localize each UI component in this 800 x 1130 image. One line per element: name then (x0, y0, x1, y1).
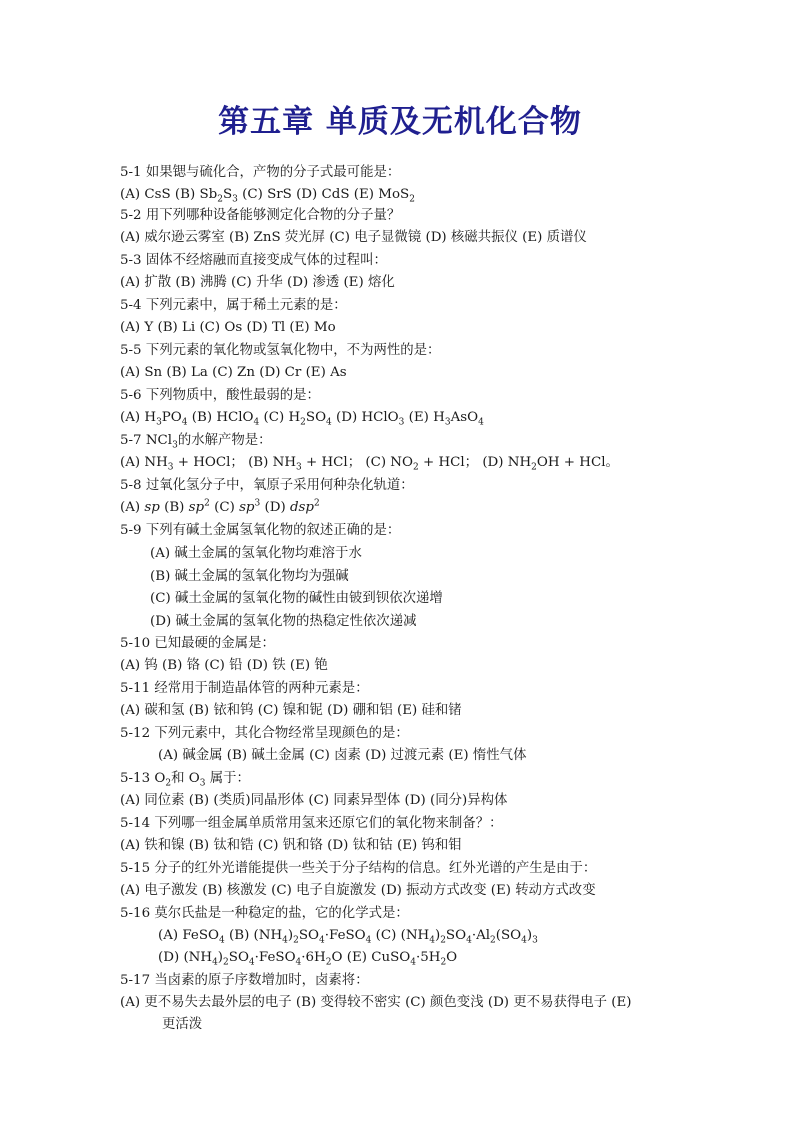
answer-options: (D) $(NH_4)_2SO_4\cdot FeSO_4\cdot 6H_2O$ (E) $CuSO_4\cdot 5H_2O$ (158, 950, 458, 968)
question-stem: 5-6 下列物质中，酸性最弱的是： (120, 388, 320, 403)
answer-options: (A) $NH_3$ + HOCl； (B) $NH_3$ + HCl； (C) $NO_2$ + HCl； (D) $NH_2OH$ + HCl。 (120, 455, 619, 473)
answer-options: (A) 碱土金属的氢氧化物均难溶于水 (150, 546, 362, 561)
answer-options: (A) 碳和氢 (B) 铱和钨 (C) 镍和铌 (D) 硼和铝 (E) 硅和锗 (120, 703, 462, 718)
answer-options: (A) 扩散 (B) 沸腾 (C) 升华 (D) 渗透 (E) 熔化 (120, 275, 395, 290)
answer-options: (C) 碱土金属的氢氧化物的碱性由铍到钡依次递增 (150, 591, 443, 606)
answer-options: (B) 碱土金属的氢氧化物均为强碱 (150, 569, 349, 584)
question-stem: 5-2 用下列哪种设备能够测定化合物的分子量？ (120, 208, 401, 223)
answer-options: 更活泼 (162, 1017, 203, 1032)
question-stem: 5-3 固体不经熔融而直接变成气体的过程叫： (120, 253, 387, 268)
question-stem: 5-4 下列元素中，属于稀土元素的是： (120, 298, 347, 313)
answer-options: (A) $H_3PO_4$ (B) HClO$_4$ (C) $H_2SO_4$ (D) HClO$_3$ (E) $H_3AsO_4$ (120, 410, 484, 428)
answer-options: (A) Y (B) Li (C) Os (D) Tl (E) Mo (120, 320, 336, 335)
answer-options: (A) CsS (B) $Sb_2S_3$ (C) SrS (D) CdS (E) MoS$_2$ (120, 187, 415, 205)
question-stem: 5-5 下列元素的氧化物或氢氧化物中，不为两性的是： (120, 343, 441, 358)
chapter-title: 第五章 单质及无机化合物 (218, 104, 582, 140)
answer-options: (A) 碱金属 (B) 碱土金属 (C) 卤素 (D) 过渡元素 (E) 惰性气体 (158, 748, 527, 763)
question-stem: 5-13 $O_2$和 $O_3$ 属于： (120, 771, 250, 789)
question-stem: 5-10 已知最硬的金属是： (120, 636, 275, 651)
question-stem: 5-1 如果锶与硫化合，产物的分子式最可能是： (120, 165, 401, 180)
question-stem: 5-8 过氧化氢分子中，氧原子采用何种杂化轨道： (120, 478, 414, 493)
question-stem: 5-11 经常用于制造晶体管的两种元素是： (120, 681, 369, 696)
answer-options: (D) 碱土金属的氢氧化物的热稳定性依次递减 (150, 614, 417, 629)
answer-options: (A) Sn (B) La (C) Zn (D) Cr (E) As (120, 365, 347, 380)
answer-options: (A) 威尔逊云雾室 (B) ZnS 荧光屏 (C) 电子显微镜 (D) 核磁共振仪 (E) 质谱仪 (120, 230, 587, 245)
answer-options: (A) 电子激发 (B) 核激发 (C) 电子自旋激发 (D) 振动方式改变 (E) 转动方式改变 (120, 883, 596, 898)
question-stem: 5-12 下列元素中，其化合物经常呈现颜色的是： (120, 726, 409, 741)
question-stem: 5-14 下列哪一组金属单质常用氢来还原它们的氧化物来制备？： (120, 816, 503, 831)
answer-options: (A) 铁和镍 (B) 钛和锆 (C) 钒和铬 (D) 钛和钴 (E) 钨和钼 (120, 838, 462, 853)
answer-options: (A) FeSO$_4$ (B) $(NH_4)_2SO_4\cdot FeSO_4$ (C) $(NH_4)_2SO_4\cdot Al_2(SO_4)_3$ (158, 928, 538, 946)
question-stem: 5-17 当卤素的原子序数增加时，卤素将： (120, 973, 369, 988)
question-stem: 5-16 莫尔氏盐是一种稳定的盐，它的化学式是： (120, 906, 409, 921)
answer-options: (A) sp (B) $sp^2$ (C) $sp^3$ (D) dsp$^2$ (120, 498, 320, 515)
question-stem: 5-9 下列有碱土金属氢氧化物的叙述正确的是： (120, 523, 401, 538)
answer-options: (A) 同位素 (B) (类质)同晶形体 (C) 同素异型体 (D) (同分)异构体 (120, 793, 508, 808)
question-stem: 5-7 NCl$_3$的水解产物是： (120, 433, 272, 451)
answer-options: (A) 更不易失去最外层的电子 (B) 变得较不密实 (C) 颜色变浅 (D) 更不易获得电子 (E) (120, 995, 632, 1010)
question-stem: 5-15 分子的红外光谱能提供一些关于分子结构的信息。红外光谱的产生是由于： (120, 861, 597, 876)
answer-options: (A) 钨 (B) 铬 (C) 铅 (D) 铁 (E) 铯 (120, 658, 328, 673)
